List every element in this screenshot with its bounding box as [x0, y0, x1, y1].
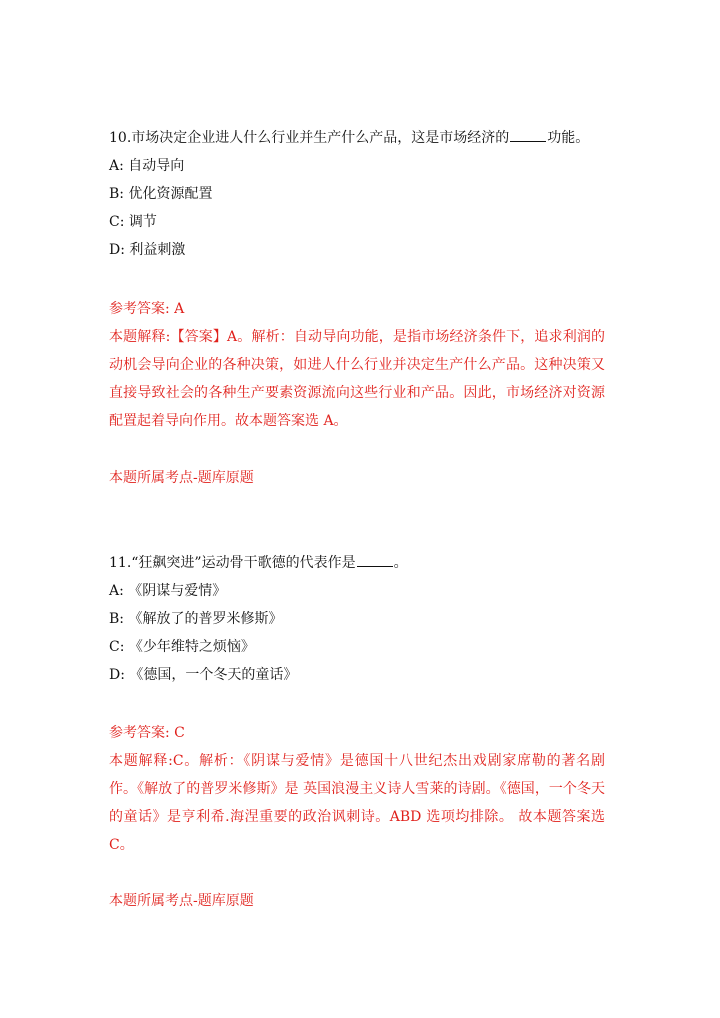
question-stem-suffix: 功能。 — [547, 130, 590, 146]
option-b: B: 优化资源配置 — [109, 186, 213, 202]
answer-explanation: 本题解释:【答案】A。解析：自动导向功能，是指市场经济条件下，追求利润的动机会导向企业的各种决策，如进人什么行业并决定生产什么产品。这种决策又直接导致社会的各种生产要素资源流向这些行业和产品。因此，市场经济对资源配置起着导向作用。故本题答案选 A。 — [109, 329, 605, 429]
option-b: B: 《解放了的普罗米修斯》 — [109, 611, 283, 627]
option-c: C: 调节 — [109, 214, 157, 230]
question-stem-text: 10.市场决定企业进人什么行业并生产什么产品，这是市场经济的 — [109, 130, 510, 146]
question-stem-suffix: 。 — [393, 555, 408, 571]
question-stem — [109, 549, 609, 577]
reference-answer: 参考答案: C — [109, 725, 185, 741]
question-block-11 — [109, 549, 609, 689]
topic-tag-block-10 — [109, 464, 609, 492]
answer-block-10 — [109, 295, 609, 435]
topic-tag-block-11 — [109, 887, 609, 915]
question-stem-text: 11.“狂飙突进”运动骨干歌德的代表作是 — [109, 555, 356, 571]
option-a: A: 《阴谋与爱情》 — [109, 583, 227, 599]
question-stem — [109, 124, 609, 152]
topic-tag: 本题所属考点-题库原题 — [109, 893, 254, 909]
answer-blank — [510, 127, 546, 142]
question-block-10 — [109, 124, 609, 264]
reference-answer: 参考答案: A — [109, 301, 185, 317]
option-d: D: 利益刺激 — [109, 242, 186, 258]
topic-tag: 本题所属考点-题库原题 — [109, 470, 254, 486]
option-d: D: 《德国，一个冬天的童话》 — [109, 667, 298, 683]
option-a: A: 自动导向 — [109, 158, 185, 174]
answer-explanation: 本题解释:C。解析：《阴谋与爱情》是德国十八世纪杰出戏剧家席勒的著名剧作。《解放了的普罗米修斯》是 英国浪漫主义诗人雪莱的诗剧。《德国，一个冬天的童话》是亨利希.海涅重要的政治讽刺诗。ABD 选项均排除。 故本题答案选 C。 — [109, 753, 605, 853]
answer-block-11 — [109, 719, 609, 859]
answer-blank — [357, 552, 393, 567]
option-c: C: 《少年维特之烦恼》 — [109, 639, 255, 655]
